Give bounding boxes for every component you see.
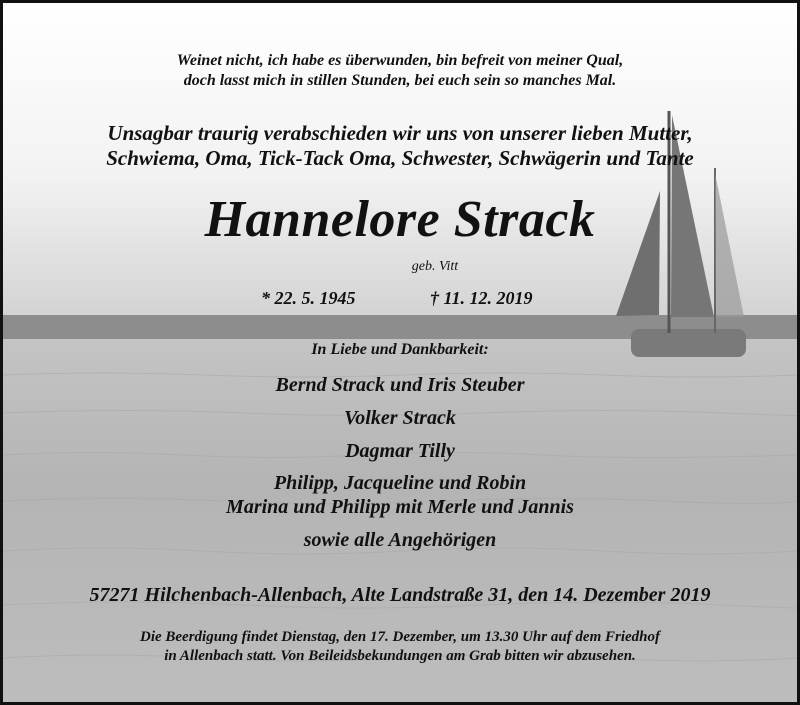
birth-date: * 22. 5. 1945 <box>261 288 356 308</box>
deceased-name: Hannelore Strack <box>204 191 596 248</box>
motto-verse <box>3 51 797 91</box>
address-date-line: 57271 Hilchenbach-Allenbach, Alte Landstraße 31, den 14. Dezember 2019 <box>89 584 711 606</box>
motto-line-2: doch lasst mich in stillen Stunden, bei euch sein so manches Mal. <box>183 72 617 89</box>
intro-line-2: Schwiema, Oma, Tick-Tack Oma, Schwester, Schwägerin und Tante <box>106 146 694 170</box>
motto-line-1: Weinet nicht, ich habe es überwunden, bin befreit von meiner Qual, <box>176 52 624 69</box>
mourner-line: Bernd Strack und Iris Steuber <box>275 374 525 396</box>
mourner-line: Volker Strack <box>344 407 456 429</box>
funeral-notice <box>3 628 797 666</box>
mourner-line: Philipp, Jacqueline und Robin <box>273 472 527 494</box>
death-date: † 11. 12. 2019 <box>430 288 533 308</box>
announcement-intro <box>3 121 797 171</box>
mourner-line: sowie alle Angehörigen <box>303 529 497 551</box>
thanks-heading: In Liebe und Dankbarkeit: <box>311 341 489 358</box>
mourner-line: Dagmar Tilly <box>345 440 455 462</box>
maiden-name: geb. Vitt <box>411 259 459 274</box>
funeral-line-2: in Allenbach statt. Von Beileidsbekundungen am Grab bitten wir abzusehen. <box>164 648 636 664</box>
mourner-line: Marina und Philipp mit Merle und Jannis <box>226 496 574 518</box>
intro-line-1: Unsagbar traurig verabschieden wir uns von unserer lieben Mutter, <box>107 121 693 145</box>
funeral-line-1: Die Beerdigung findet Dienstag, den 17. Dezember, um 13.30 Uhr auf dem Friedhof <box>139 629 660 645</box>
